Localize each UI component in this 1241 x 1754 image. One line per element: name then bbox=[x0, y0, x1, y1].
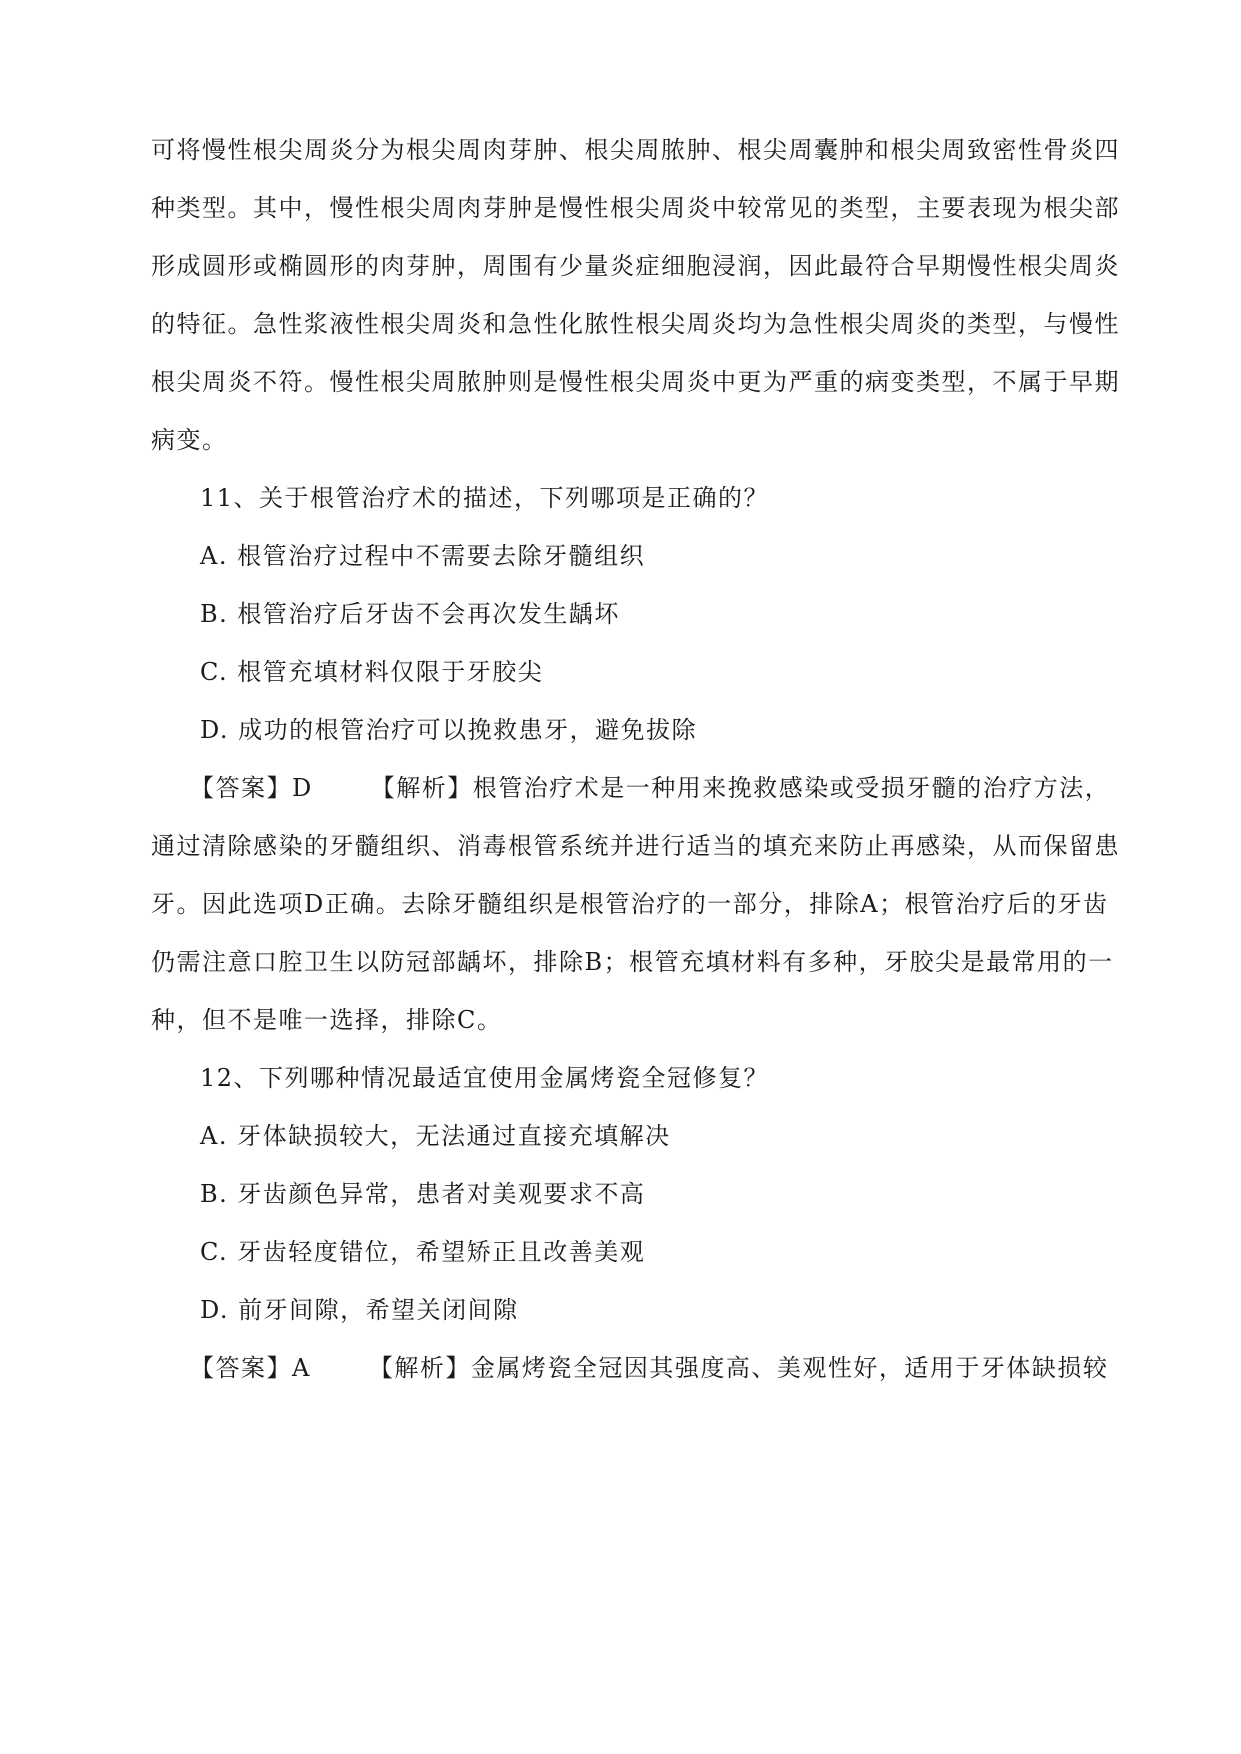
question-12-option-b: B. 牙齿颜色异常，患者对美观要求不高 bbox=[200, 1180, 646, 1208]
explanation-line: 的特征。急性浆液性根尖周炎和急性化脓性根尖周炎均为急性根尖周炎的类型，与慢性 bbox=[151, 310, 1120, 338]
question-11-option-d: D. 成功的根管治疗可以挽救患牙，避免拔除 bbox=[200, 716, 698, 744]
explanation-line: 病变。 bbox=[151, 426, 228, 454]
analysis-line: 通过清除感染的牙髓组织、消毒根管系统并进行适当的填充来防止再感染，从而保留患 bbox=[151, 832, 1120, 860]
analysis-line: 牙。因此选项D正确。去除牙髓组织是根管治疗的一部分，排除A；根管治疗后的牙齿 bbox=[151, 890, 1109, 918]
analysis-label: 【解析】 bbox=[368, 1354, 471, 1382]
question-12-option-a: A. 牙体缺损较大，无法通过直接充填解决 bbox=[200, 1122, 671, 1150]
explanation-line: 根尖周炎不符。慢性根尖周脓肿则是慢性根尖周炎中更为严重的病变类型，不属于早期 bbox=[151, 368, 1120, 396]
explanation-line: 形成圆形或椭圆形的肉芽肿，周围有少量炎症细胞浸润，因此最符合早期慢性根尖周炎 bbox=[151, 252, 1120, 280]
analysis-text: 金属烤瓷全冠因其强度高、美观性好，适用于牙体缺损较 bbox=[470, 1354, 1109, 1382]
analysis-line: 种，但不是唯一选择，排除C。 bbox=[151, 1006, 503, 1034]
question-12-answer-line bbox=[190, 1352, 1140, 1384]
question-11-answer-line bbox=[190, 772, 1140, 804]
question-11-option-c: C. 根管充填材料仅限于牙胶尖 bbox=[200, 658, 544, 686]
analysis-line: 仍需注意口腔卫生以防冠部龋坏，排除B；根管充填材料有多种，牙胶尖是最常用的一 bbox=[151, 948, 1114, 976]
explanation-line: 可将慢性根尖周炎分为根尖周肉芽肿、根尖周脓肿、根尖周囊肿和根尖周致密性骨炎四 bbox=[151, 136, 1120, 164]
question-12-option-d: D. 前牙间隙，希望关闭间隙 bbox=[200, 1296, 519, 1324]
explanation-line: 种类型。其中，慢性根尖周肉芽肿是慢性根尖周炎中较常见的类型，主要表现为根尖部 bbox=[151, 194, 1120, 222]
question-11-option-b: B. 根管治疗后牙齿不会再次发生龋坏 bbox=[200, 600, 620, 628]
analysis-label: 【解析】 bbox=[370, 774, 473, 802]
question-12-text: 12、下列哪种情况最适宜使用金属烤瓷全冠修复？ bbox=[200, 1064, 770, 1092]
answer-label: 【答案】A bbox=[190, 1354, 311, 1382]
answer-label: 【答案】D bbox=[190, 774, 313, 802]
analysis-text: 根管治疗术是一种用来挽救感染或受损牙髓的治疗方法， bbox=[472, 774, 1111, 802]
question-11-option-a: A. 根管治疗过程中不需要去除牙髓组织 bbox=[200, 542, 646, 570]
question-12-option-c: C. 牙齿轻度错位，希望矫正且改善美观 bbox=[200, 1238, 646, 1266]
question-11-text: 11、关于根管治疗术的描述，下列哪项是正确的？ bbox=[200, 484, 770, 512]
